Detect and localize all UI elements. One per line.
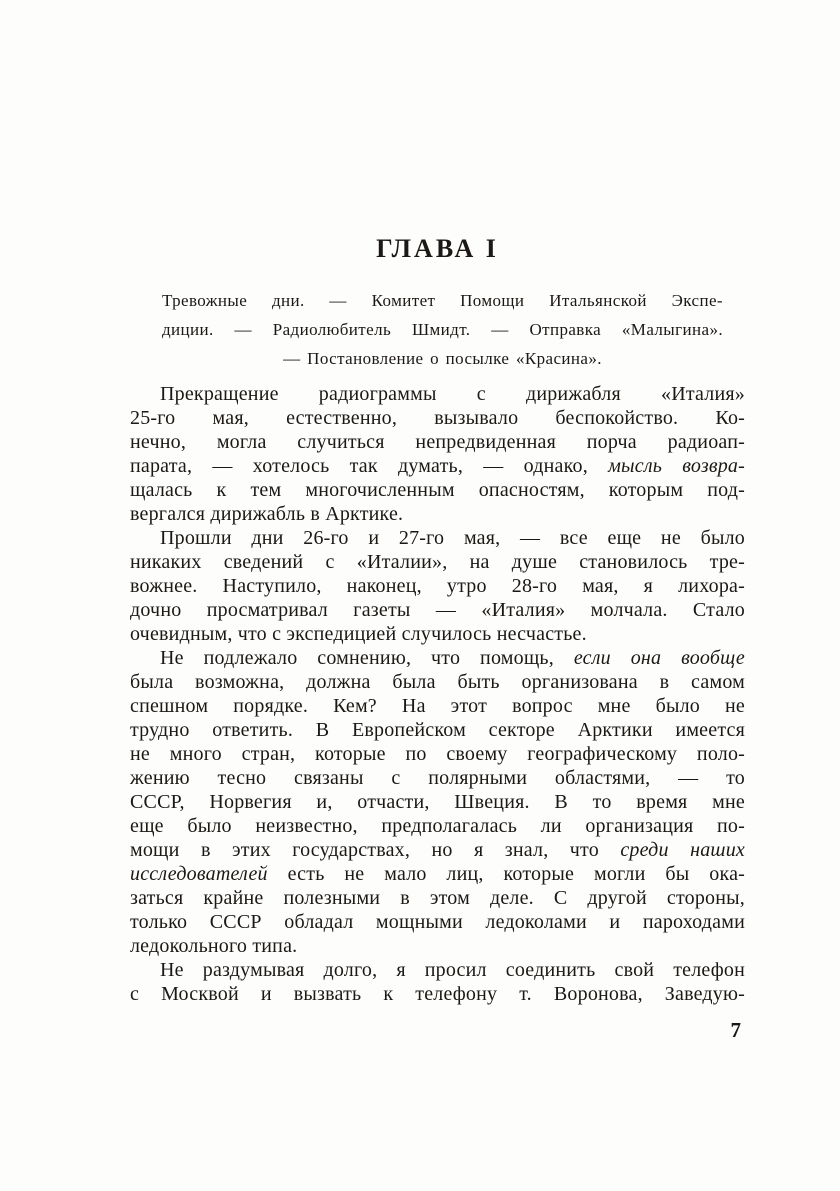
text-line: [130, 454, 745, 478]
text-segment: очевидным, что с экспедицией случилось несчастье.: [130, 623, 587, 645]
text-line: [130, 574, 745, 598]
text-line: [130, 958, 745, 982]
body-text: [130, 382, 745, 1006]
text-line: [130, 382, 745, 406]
text-segment: трудно ответить. В Европейском секторе Арктики имеется: [130, 719, 745, 741]
page-number: 7: [730, 1018, 741, 1042]
emphasized-text: мысль возвра-: [608, 455, 745, 477]
text-line: [130, 598, 745, 622]
chapter-heading: ГЛАВА I: [376, 234, 499, 263]
text-line: [130, 694, 745, 718]
text-segment: Тревожные дни. — Комитет Помощи Итальянской Экспе-: [162, 291, 723, 310]
text-segment: есть не мало лиц, которые могли бы ока-: [267, 863, 745, 885]
text-segment: 25-го мая, естественно, вызывало беспокойство. Ко-: [130, 407, 745, 429]
text-segment: вергался дирижабль в Арктике.: [130, 503, 404, 525]
emphasized-text: исследователей: [130, 863, 268, 885]
text-line: [130, 670, 745, 694]
text-segment: — Постановление о посылке «Красина».: [283, 349, 602, 368]
text-line: [162, 286, 723, 315]
text-segment: только СССР обладал мощными ледоколами и пароходами: [130, 911, 745, 933]
text-segment: Прекращение радиограммы с дирижабля «Италия»: [160, 383, 745, 405]
text-segment: Не подлежало сомнению, что помощь,: [160, 647, 574, 669]
text-segment: Прошли дни 26-го и 27-го мая, — все еще не было: [160, 527, 745, 549]
text-line: [130, 814, 745, 838]
text-line: [162, 344, 723, 373]
text-line: [130, 718, 745, 742]
emphasized-text: если она вообще: [573, 647, 745, 669]
text-line: [130, 838, 745, 862]
text-segment: жению тесно связаны с полярными областями, — то: [130, 767, 745, 789]
text-line: [130, 886, 745, 910]
text-segment: не много стран, которые по своему географическому поло-: [130, 743, 745, 765]
text-segment: с Москвой и вызвать к телефону т. Воронова, Заведую-: [130, 983, 745, 1005]
text-segment: нечно, могла случиться непредвиденная порча радиоап-: [130, 431, 745, 453]
text-line: [162, 315, 723, 344]
emphasized-text: среди наших: [620, 839, 745, 861]
text-line: [130, 646, 745, 670]
paragraph: [130, 526, 745, 646]
text-line: [130, 502, 745, 526]
text-line: [130, 982, 745, 1006]
paragraph: [130, 382, 745, 526]
text-line: [130, 790, 745, 814]
text-segment: мощи в этих государствах, но я знал, что: [130, 839, 621, 861]
text-segment: еще было неизвестно, предполагалась ли организация по-: [130, 815, 745, 837]
text-segment: Не раздумывая долго, я просил соединить свой телефон: [160, 959, 745, 981]
text-line: [130, 478, 745, 502]
text-segment: спешном порядке. Кем? На этот вопрос мне было не: [130, 695, 745, 717]
text-line: [130, 526, 745, 550]
text-segment: никаких сведений с «Италии», на душе становилось тре-: [130, 551, 745, 573]
text-line: [130, 934, 745, 958]
text-line: [130, 622, 745, 646]
paragraph: [130, 646, 745, 958]
text-line: [130, 430, 745, 454]
text-line: [130, 742, 745, 766]
text-line: [130, 550, 745, 574]
text-line: [130, 910, 745, 934]
chapter-summary: [130, 286, 745, 373]
text-segment: диции. — Радиолюбитель Шмидт. — Отправка «Малыгина».: [162, 320, 723, 339]
text-segment: заться крайне полезными в этом деле. С другой стороны,: [130, 887, 745, 909]
text-line: [130, 406, 745, 430]
text-segment: дочно просматривал газеты — «Италия» молчала. Стало: [130, 599, 745, 621]
text-segment: СССР, Норвегия и, отчасти, Швеция. В то время мне: [130, 791, 745, 813]
text-segment: вожнее. Наступило, наконец, утро 28-го мая, я лихора-: [130, 575, 745, 597]
text-line: [130, 862, 745, 886]
text-segment: ледокольного типа.: [130, 935, 298, 957]
text-segment: щалась к тем многочисленным опасностям, которым под-: [130, 479, 745, 501]
text-line: [130, 766, 745, 790]
text-segment: была возможна, должна была быть организована в самом: [130, 671, 745, 693]
paragraph: [162, 286, 723, 373]
text-segment: парата, — хотелось так думать, — однако,: [130, 455, 609, 477]
paragraph: [130, 958, 745, 1006]
